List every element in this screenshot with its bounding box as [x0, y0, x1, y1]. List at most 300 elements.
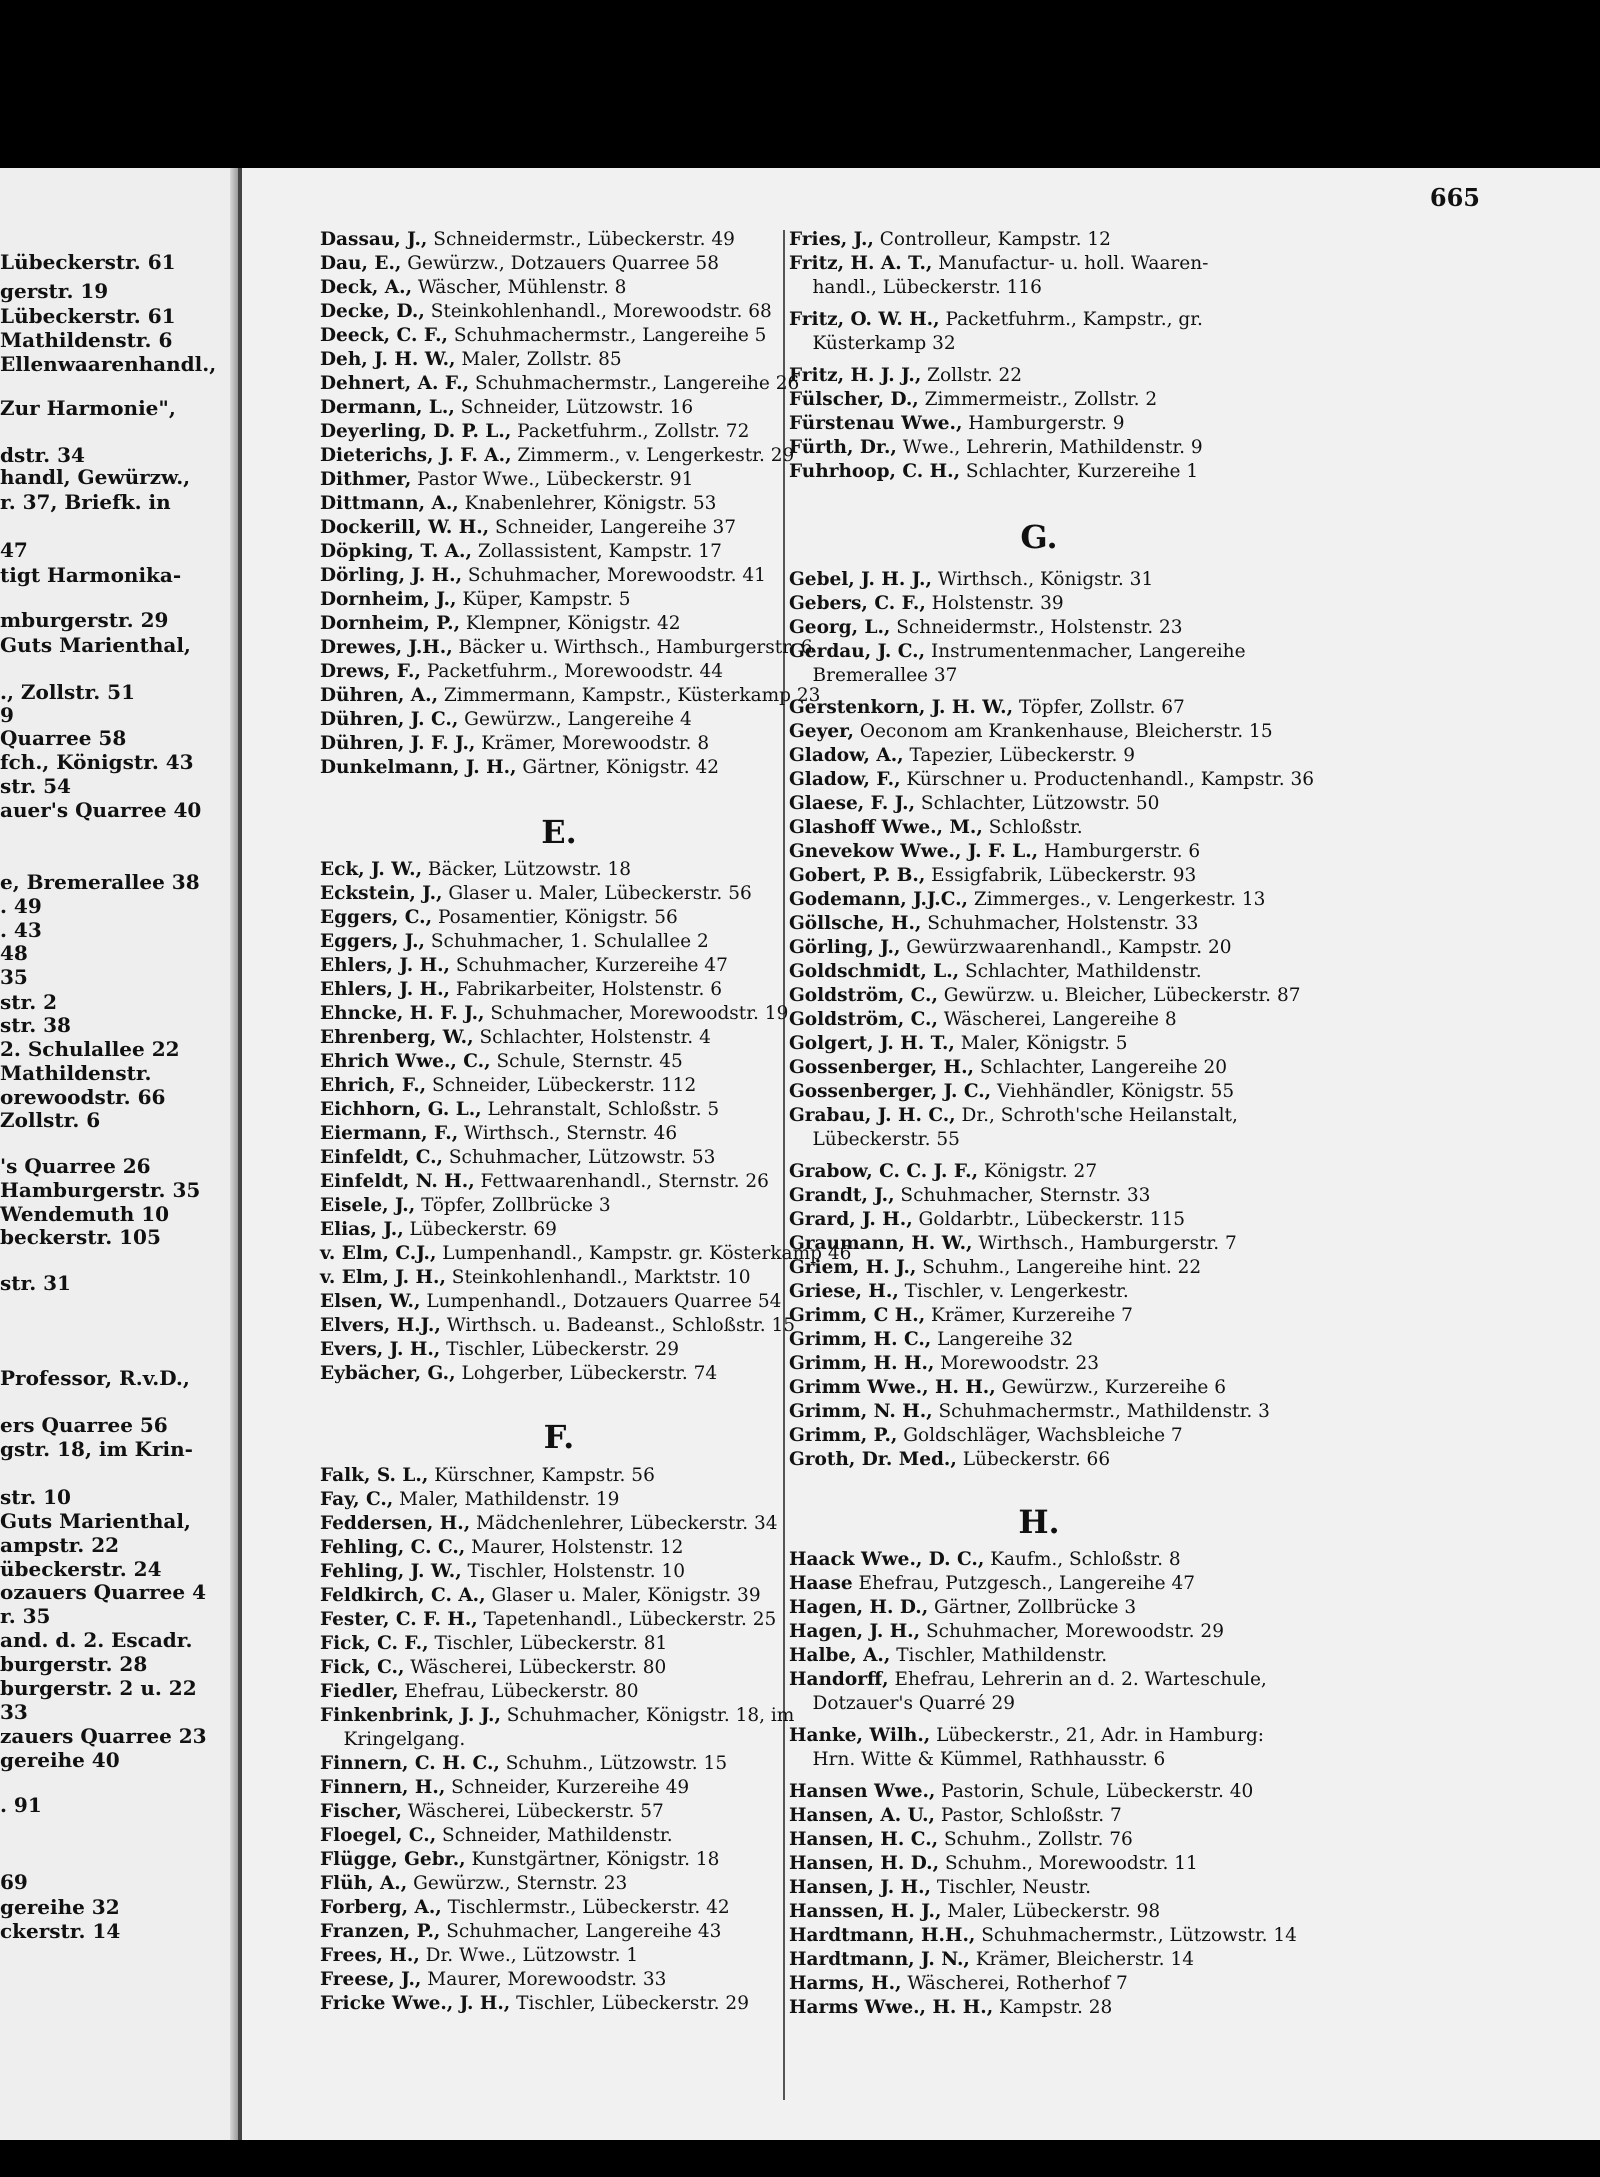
left-page-fragment: 47: [0, 538, 28, 562]
left-page-fragment: ers Quarree 56: [0, 1413, 168, 1437]
entry-details: Schuhmacher, 1. Schulallee 2: [424, 931, 709, 952]
entry-name: Gladow, A.,: [789, 745, 904, 766]
entry-details: Fabrikarbeiter, Holstenstr. 6: [449, 979, 723, 1000]
entry-name: Dithmer,: [320, 469, 412, 490]
left-page-fragment: orewoodstr. 66: [0, 1085, 166, 1109]
entry-name: Grimm, H. C.,: [789, 1329, 932, 1350]
directory-entry: [320, 492, 716, 516]
entry-name: Gobert, P. B.,: [789, 865, 926, 886]
directory-entry: [320, 1536, 683, 1560]
directory-entry: [789, 1972, 1128, 1996]
entry-details: Hrn. Witte & Kümmel, Rathhausstr. 6: [789, 1749, 1166, 1770]
entry-name: Hardtmann, H.H.,: [789, 1925, 976, 1946]
directory-entry: [320, 1680, 639, 1704]
entry-details: Dr. Wwe., Lützowstr. 1: [419, 1945, 639, 1966]
directory-entry: [789, 568, 1153, 592]
entry-name: Dühren, J. C.,: [320, 709, 459, 730]
entry-details: Schlachter, Mathildenstr.: [959, 961, 1202, 982]
directory-entry: [320, 300, 772, 324]
entry-name: Eggers, J.,: [320, 931, 425, 952]
directory-entry: [320, 1944, 638, 1968]
left-page-fragment: ckerstr. 14: [0, 1919, 121, 1943]
entry-name: Griese, H.,: [789, 1281, 899, 1302]
directory-entry: [320, 660, 723, 684]
left-page-fragment: fch., Königstr. 43: [0, 750, 194, 774]
entry-name: Gebers, C. F.,: [789, 593, 926, 614]
entry-name: Glaese, F. J.,: [789, 793, 916, 814]
entry-details: Küper, Kampstr. 5: [456, 589, 631, 610]
directory-entry: [320, 1338, 679, 1362]
directory-entry: [320, 1512, 778, 1536]
directory-entry: [789, 1008, 1177, 1032]
entry-details: Essigfabrik, Lübeckerstr. 93: [925, 865, 1197, 886]
entry-details: Pastorin, Schule, Lübeckerstr. 40: [935, 1781, 1254, 1802]
entry-name: Gerstenkorn, J. H. W.,: [789, 697, 1014, 718]
entry-name: Eisele, J.,: [320, 1195, 416, 1216]
entry-details: Packetfuhrm., Morewoodstr. 44: [420, 661, 723, 682]
entry-details: Schuhm., Langereihe hint. 22: [916, 1257, 1202, 1278]
entry-name: Elvers, H.J.,: [320, 1315, 441, 1336]
entry-details: Kürschner u. Productenhandl., Kampstr. 36: [900, 769, 1315, 790]
entry-details: Posamentier, Königstr. 56: [432, 907, 678, 928]
entry-details: Kampstr. 28: [993, 1997, 1113, 2018]
directory-entry: [320, 1362, 717, 1386]
directory-entry: [320, 978, 722, 1002]
left-page-fragment: 2. Schulallee 22: [0, 1037, 180, 1061]
entry-details: Kunstgärtner, Königstr. 18: [465, 1849, 720, 1870]
directory-entry: [789, 1104, 1238, 1128]
entry-name: Hanssen, H. J.,: [789, 1901, 942, 1922]
entry-name: Einfeldt, N. H.,: [320, 1171, 475, 1192]
entry-name: Dockerill, W. H.,: [320, 517, 490, 538]
directory-entry: [320, 954, 728, 978]
entry-details: Schuhm., Lützowstr. 15: [499, 1753, 728, 1774]
entry-details: Lübeckerstr. 69: [403, 1219, 557, 1240]
entry-name: Hagen, J. H.,: [789, 1621, 921, 1642]
entry-details: Schuhmachermstr., Langereihe 5: [447, 325, 767, 346]
directory-entry: [789, 984, 1300, 1008]
entry-name: Hansen, H. D.,: [789, 1853, 940, 1874]
entry-details: Lübeckerstr. 55: [789, 1129, 960, 1150]
entry-details: Lübeckerstr., 21, Adr. in Hamburg:: [930, 1725, 1265, 1746]
directory-entry: [789, 1644, 1107, 1668]
entry-details: Schuhmacher, Sternstr. 33: [894, 1185, 1151, 1206]
left-page-fragment: Wendemuth 10: [0, 1202, 170, 1226]
entry-details: Lehranstalt, Schloßstr. 5: [481, 1099, 720, 1120]
entry-details: Wäscher, Mühlenstr. 8: [412, 277, 627, 298]
entry-name: Hardtmann, J. N.,: [789, 1949, 970, 1970]
entry-details: Steinkohlenhandl., Marktstr. 10: [445, 1267, 751, 1288]
entry-details: Maurer, Holstenstr. 12: [465, 1537, 684, 1558]
page-number: 665: [1429, 183, 1480, 212]
left-page-fragment: beckerstr. 105: [0, 1225, 161, 1249]
entry-details: Controlleur, Kampstr. 12: [873, 229, 1111, 250]
entry-details: Packetfuhrm., Zollstr. 72: [511, 421, 750, 442]
directory-entry: [320, 1488, 619, 1512]
entry-name: Flügge, Gebr.,: [320, 1849, 466, 1870]
left-page-fragment: . 49: [0, 894, 42, 918]
entry-details: Wäscherei, Lübeckerstr. 57: [401, 1801, 664, 1822]
entry-name: v. Elm, C.J.,: [320, 1243, 437, 1264]
directory-entry: [789, 1256, 1201, 1280]
entry-details: Schuhmacher, Morewoodstr. 41: [462, 565, 766, 586]
entry-details: Wirthsch., Königstr. 31: [931, 569, 1154, 590]
directory-entry: [320, 1968, 666, 1992]
directory-entry: [789, 1080, 1234, 1104]
entry-details: Klempner, Königstr. 42: [460, 613, 681, 634]
entry-details: Schuhmacher, Holstenstr. 33: [921, 913, 1199, 934]
left-page-fragment: str. 2: [0, 990, 58, 1014]
directory-entry: [320, 1170, 769, 1194]
entry-name: Grandt, J.,: [789, 1185, 895, 1206]
directory-entry: [320, 276, 626, 300]
entry-name: Grimm, H. H.,: [789, 1353, 935, 1374]
entry-name: Dittmann, A.,: [320, 493, 459, 514]
entry-details: Zollassistent, Kampstr. 17: [471, 541, 722, 562]
entry-name: Eck, J. W.,: [320, 859, 423, 880]
entry-name: Fick, C. F.,: [320, 1633, 429, 1654]
entry-name: Gebel, J. H. J.,: [789, 569, 932, 590]
entry-name: Goldschmidt, L.,: [789, 961, 960, 982]
entry-name: Deeck, C. F.,: [320, 325, 448, 346]
directory-entry: [320, 1026, 711, 1050]
left-page-fragment: Guts Marienthal,: [0, 633, 191, 657]
entry-name: Ehrenberg, W.,: [320, 1027, 474, 1048]
entry-details: Tischlermstr., Lübeckerstr. 42: [441, 1897, 730, 1918]
left-page-fragment: str. 10: [0, 1485, 71, 1509]
entry-name: Fick, C.,: [320, 1657, 405, 1678]
entry-name: Finnern, C. H. C.,: [320, 1753, 500, 1774]
entry-name: Drews, F.,: [320, 661, 421, 682]
entry-name: Fülscher, D.,: [789, 389, 919, 410]
directory-entry: [789, 1876, 1091, 1900]
left-page-fragment: Zollstr. 6: [0, 1108, 101, 1132]
entry-details: Krämer, Kurzereihe 7: [925, 1305, 1133, 1326]
entry-name: Dörling, J. H.,: [320, 565, 463, 586]
directory-entry: [789, 1948, 1194, 1972]
entry-name: Dornheim, J.,: [320, 589, 457, 610]
left-page-fragment: str. 38: [0, 1013, 71, 1037]
left-page-fragment: Ellenwaarenhandl.,: [0, 352, 217, 376]
directory-entry: [320, 732, 709, 756]
directory-entry: [789, 228, 1111, 252]
entry-details: Pastor, Schloßstr. 7: [935, 1805, 1122, 1826]
section-letter: E.: [541, 813, 577, 851]
entry-details: Schlachter, Lützowstr. 50: [915, 793, 1160, 814]
directory-entry: [789, 960, 1202, 984]
entry-name: Grimm, P.,: [789, 1425, 898, 1446]
left-page-fragment: Mathildenstr.: [0, 1061, 152, 1085]
left-page-fragment: 35: [0, 965, 28, 989]
entry-name: Fürstenau Wwe.,: [789, 413, 963, 434]
entry-name: Feddersen, H.,: [320, 1513, 471, 1534]
entry-details: Tapezier, Lübeckerstr. 9: [903, 745, 1136, 766]
directory-entry: [789, 696, 1185, 720]
directory-entry: [789, 436, 1203, 460]
section-letter: H.: [1018, 1503, 1060, 1541]
entry-name: Ehrich, F.,: [320, 1075, 427, 1096]
entry-name: Dühren, J. F. J.,: [320, 733, 476, 754]
directory-entry: [320, 1464, 655, 1488]
directory-entry: [789, 1828, 1133, 1852]
entry-name: Göllsche, H.,: [789, 913, 922, 934]
entry-details: Schneider, Mathildenstr.: [436, 1825, 673, 1846]
entry-details: Hamburgerstr. 6: [1038, 841, 1201, 862]
entry-name: Ehncke, H. F. J.,: [320, 1003, 485, 1024]
entry-details: Schuhmachermstr., Langereihe 26: [469, 373, 800, 394]
page-fold-shadow: [230, 168, 238, 2140]
entry-name: Hansen, H. C.,: [789, 1829, 939, 1850]
directory-entry: [789, 768, 1314, 792]
entry-details: Gewürzw. u. Bleicher, Lübeckerstr. 87: [937, 985, 1301, 1006]
entry-details: Schlachter, Kurzereihe 1: [960, 461, 1199, 482]
directory-entry: [320, 1896, 730, 1920]
entry-name: Dunkelmann, J. H.,: [320, 757, 517, 778]
entry-details: Wirthsch., Sternstr. 46: [458, 1123, 678, 1144]
left-page-fragment: str. 31: [0, 1271, 71, 1295]
entry-details: Schneider, Lübeckerstr. 112: [426, 1075, 697, 1096]
directory-entry: [320, 372, 799, 396]
directory-entry: [789, 332, 956, 356]
entry-name: Dassau, J.,: [320, 229, 428, 250]
directory-entry: [320, 420, 749, 444]
entry-details: Hamburgerstr. 9: [962, 413, 1125, 434]
directory-entry: [789, 592, 1064, 616]
entry-details: Zimmerges., v. Lengerkestr. 13: [967, 889, 1266, 910]
directory-entry: [320, 396, 693, 420]
left-page-fragment: gstr. 18, im Krin-: [0, 1437, 193, 1461]
directory-entry: [789, 1804, 1122, 1828]
entry-name: Gerdau, J. C.,: [789, 641, 926, 662]
directory-entry: [320, 1848, 719, 1872]
entry-name: Golgert, J. H. T.,: [789, 1033, 955, 1054]
entry-details: Oeconom am Krankenhause, Bleicherstr. 15: [853, 721, 1273, 742]
entry-details: Bremerallee 37: [789, 665, 958, 686]
entry-name: Dau, E.,: [320, 253, 402, 274]
entry-name: Goldström, C.,: [789, 985, 938, 1006]
entry-name: v. Elm, J. H.,: [320, 1267, 446, 1288]
entry-name: Grabau, J. H. C.,: [789, 1105, 956, 1126]
directory-entry: [320, 564, 766, 588]
entry-details: Manufactur- u. holl. Waaren-: [932, 253, 1209, 274]
entry-details: Königstr. 27: [978, 1161, 1098, 1182]
directory-entry: [320, 1728, 465, 1752]
entry-name: Groth, Dr. Med.,: [789, 1449, 957, 1470]
entry-name: Fehling, C. C.,: [320, 1537, 466, 1558]
entry-details: Schlachter, Holstenstr. 4: [473, 1027, 711, 1048]
entry-details: Schuhmacher, Morewoodstr. 29: [920, 1621, 1224, 1642]
entry-details: Bäcker, Lützowstr. 18: [422, 859, 632, 880]
entry-name: Döpking, T. A.,: [320, 541, 472, 562]
left-page-fragment: Zur Harmonie",: [0, 396, 176, 420]
directory-entry: [789, 1280, 1129, 1304]
entry-details: Zollstr. 22: [921, 365, 1023, 386]
directory-entry: [789, 1376, 1226, 1400]
directory-entry: [789, 792, 1159, 816]
left-page-fragment: 's Quarree 26: [0, 1154, 151, 1178]
left-page-fragment: auer's Quarree 40: [0, 798, 202, 822]
entry-name: Haack Wwe., D. C.,: [789, 1549, 985, 1570]
directory-entry: [320, 930, 709, 954]
entry-details: Tischler, v. Lengerkestr.: [898, 1281, 1129, 1302]
left-page-fragment: and. d. 2. Escadr.: [0, 1628, 193, 1652]
directory-entry: [789, 1748, 1165, 1772]
left-page-fragment: Quarree 58: [0, 726, 127, 750]
directory-entry: [789, 1328, 1073, 1352]
entry-details: Kringelgang.: [320, 1729, 466, 1750]
entry-details: Lumpenhandl., Kampstr. gr. Kösterkamp 46: [436, 1243, 852, 1264]
left-page-fragment: Professor, R.v.D.,: [0, 1366, 190, 1390]
entry-details: Schloßstr.: [982, 817, 1083, 838]
left-page-fragment: r. 37, Briefk. in: [0, 490, 171, 514]
directory-entry: [320, 1872, 627, 1896]
left-page-fragment: gereihe 40: [0, 1748, 120, 1772]
directory-entry: [320, 882, 752, 906]
entry-name: Grimm, C H.,: [789, 1305, 926, 1326]
directory-entry: [320, 756, 719, 780]
directory-entry: [320, 1752, 727, 1776]
entry-name: Drewes, J.H.,: [320, 637, 453, 658]
entry-details: Gewürzwaarenhandl., Kampstr. 20: [900, 937, 1232, 958]
entry-name: Gossenberger, H.,: [789, 1057, 974, 1078]
directory-entry: [789, 412, 1125, 436]
directory-entry: [789, 816, 1083, 840]
entry-name: Glashoff Wwe., M.,: [789, 817, 983, 838]
entry-name: Eiermann, F.,: [320, 1123, 459, 1144]
directory-entry: [320, 588, 631, 612]
directory-entry: [320, 684, 820, 708]
entry-details: Tapetenhandl., Lübeckerstr. 25: [477, 1609, 777, 1630]
entry-name: Hansen Wwe.,: [789, 1781, 936, 1802]
directory-entry: [789, 1128, 960, 1152]
entry-name: Forberg, A.,: [320, 1897, 442, 1918]
entry-details: Gewürzw., Sternstr. 23: [407, 1873, 628, 1894]
entry-name: Finnern, H.,: [320, 1777, 446, 1798]
directory-entry: [789, 1668, 1267, 1692]
directory-entry: [320, 708, 692, 732]
entry-name: Flüh, A.,: [320, 1873, 408, 1894]
directory-entry: [789, 1924, 1297, 1948]
entry-name: Dühren, A.,: [320, 685, 439, 706]
entry-name: Fester, C. F. H.,: [320, 1609, 478, 1630]
entry-name: Halbe, A.,: [789, 1645, 891, 1666]
entry-details: Gewürzw., Dotzauers Quarree 58: [401, 253, 719, 274]
entry-name: Dornheim, P.,: [320, 613, 461, 634]
directory-entry: [789, 1160, 1097, 1184]
entry-details: Viehhändler, Königstr. 55: [991, 1081, 1235, 1102]
directory-entry: [320, 252, 719, 276]
entry-name: Fay, C.,: [320, 1489, 394, 1510]
directory-entry: [789, 1724, 1264, 1748]
entry-details: Kürschner, Kampstr. 56: [428, 1465, 655, 1486]
left-page-fragment: burgerstr. 2 u. 22: [0, 1676, 197, 1700]
entry-details: Töpfer, Zollstr. 67: [1013, 697, 1185, 718]
directory-entry: [320, 1704, 794, 1728]
entry-details: Zimmerm., v. Lengerkestr. 29: [511, 445, 795, 466]
left-page-fragment: zauers Quarree 23: [0, 1724, 207, 1748]
entry-name: Fritz, H. A. T.,: [789, 253, 933, 274]
entry-name: Hansen, A. U.,: [789, 1805, 935, 1826]
entry-name: Hanke, Wilh.,: [789, 1725, 931, 1746]
directory-entry: [789, 936, 1232, 960]
entry-name: Fritz, H. J. J.,: [789, 365, 922, 386]
entry-name: Fuhrhoop, C. H.,: [789, 461, 961, 482]
left-page-fragment: Guts Marienthal,: [0, 1509, 191, 1533]
entry-details: Ehefrau, Lehrerin an d. 2. Warteschule,: [888, 1669, 1267, 1690]
left-page-fragment: . 91: [0, 1793, 42, 1817]
entry-details: Schuhmacher, Lützowstr. 53: [442, 1147, 716, 1168]
entry-name: Gossenberger, J. C.,: [789, 1081, 992, 1102]
directory-page: [242, 168, 1600, 2140]
directory-entry: [320, 1146, 715, 1170]
entry-name: Floegel, C.,: [320, 1825, 437, 1846]
left-page-fragment: . 43: [0, 918, 42, 942]
entry-details: Krämer, Bleicherstr. 14: [969, 1949, 1194, 1970]
directory-entry: [320, 1194, 611, 1218]
entry-name: Gnevekow Wwe., J. F. L.,: [789, 841, 1039, 862]
directory-entry: [320, 1992, 749, 2016]
directory-entry: [789, 1232, 1237, 1256]
directory-entry: [789, 840, 1200, 864]
entry-details: Holstenstr. 39: [925, 593, 1064, 614]
directory-entry: [789, 1852, 1198, 1876]
entry-details: Wirthsch. u. Badeanst., Schloßstr. 15: [440, 1315, 796, 1336]
left-page-fragment: handl, Gewürzw.,: [0, 465, 191, 489]
left-page-fragment: e, Bremerallee 38: [0, 870, 200, 894]
entry-name: Evers, J. H.,: [320, 1339, 441, 1360]
entry-details: Schneider, Langereihe 37: [489, 517, 737, 538]
directory-entry: [789, 912, 1198, 936]
entry-name: Dieterichs, J. F. A.,: [320, 445, 512, 466]
entry-name: Franzen, P.,: [320, 1921, 441, 1942]
directory-entry: [320, 1290, 781, 1314]
entry-details: Dotzauer's Quarré 29: [789, 1693, 1016, 1714]
entry-details: Langereihe 32: [931, 1329, 1074, 1350]
left-page-fragment: 48: [0, 941, 28, 965]
entry-details: Schuhmacher, Langereihe 43: [440, 1921, 722, 1942]
directory-entry: [320, 444, 794, 468]
directory-entry: [789, 1596, 1136, 1620]
left-page-fragment: ampstr. 22: [0, 1533, 120, 1557]
entry-details: Gewürzw., Langereihe 4: [458, 709, 692, 730]
left-page-fragment: r. 35: [0, 1604, 51, 1628]
entry-name: Dehnert, A. F.,: [320, 373, 470, 394]
entry-name: Graumann, H. W.,: [789, 1233, 973, 1254]
directory-entry: [789, 364, 1022, 388]
entry-name: Eybächer, G.,: [320, 1363, 456, 1384]
entry-name: Ehlers, J. H.,: [320, 979, 450, 1000]
directory-entry: [320, 516, 736, 540]
directory-entry: [320, 1776, 689, 1800]
entry-name: Grimm Wwe., H. H.,: [789, 1377, 996, 1398]
entry-details: Glaser u. Maler, Königstr. 39: [485, 1585, 761, 1606]
entry-details: Schuhmacher, Morewoodstr. 19: [484, 1003, 789, 1024]
entry-details: Kaufm., Schloßstr. 8: [984, 1549, 1181, 1570]
entry-details: Schneider, Lützowstr. 16: [454, 397, 694, 418]
entry-name: Griem, H. J.,: [789, 1257, 917, 1278]
directory-entry: [789, 1032, 1128, 1056]
directory-entry: [789, 1692, 1015, 1716]
directory-entry: [320, 1584, 761, 1608]
directory-entry: [789, 388, 1157, 412]
left-page-fragment: 9: [0, 703, 14, 727]
directory-entry: [320, 906, 678, 930]
entry-details: Knabenlehrer, Königstr. 53: [458, 493, 717, 514]
entry-details: Maler, Lübeckerstr. 98: [941, 1901, 1161, 1922]
directory-entry: [320, 1632, 667, 1656]
entry-details: Gewürzw., Kurzereihe 6: [995, 1377, 1227, 1398]
left-page-fragment: gereihe 32: [0, 1895, 120, 1919]
